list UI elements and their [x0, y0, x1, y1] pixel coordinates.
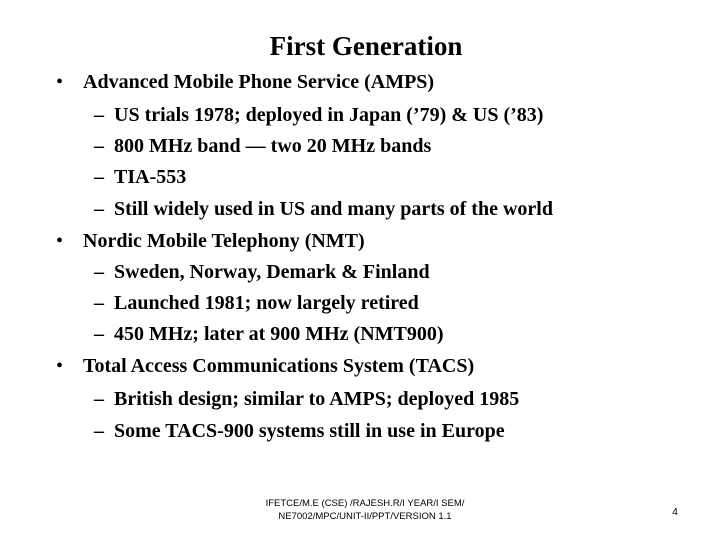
sub-text: British design; similar to AMPS; deployed 1985	[114, 388, 520, 410]
sub-marker: –	[94, 261, 104, 283]
sub-marker: –	[94, 198, 104, 220]
sub-text: Still widely used in US and many parts of the world	[114, 198, 553, 220]
sub-marker: –	[94, 420, 104, 442]
sub-text: Launched 1981; now largely retired	[114, 292, 419, 314]
bullet-text: Nordic Mobile Telephony (NMT)	[83, 230, 365, 252]
sub-text: Some TACS-900 systems still in use in Europe	[114, 420, 505, 442]
sub-text: TIA-553	[114, 166, 187, 188]
bullet-marker: •	[56, 355, 64, 377]
bullet-marker: •	[56, 71, 64, 93]
bullet-text: Advanced Mobile Phone Service (AMPS)	[83, 71, 435, 93]
bullet-text: Total Access Communications System (TACS)	[83, 355, 475, 377]
slide-title: First Generation	[269, 31, 463, 61]
bullet-marker: •	[56, 230, 64, 252]
page-number: 4	[672, 507, 678, 518]
sub-text: 450 MHz; later at 900 MHz (NMT900)	[114, 323, 444, 345]
sub-text: 800 MHz band — two 20 MHz bands	[114, 135, 432, 157]
sub-marker: –	[94, 388, 104, 410]
footer-line-2: NE7002/MPC/UNIT-II/PPT/VERSION 1.1	[278, 511, 452, 522]
sub-marker: –	[94, 166, 104, 188]
sub-marker: –	[94, 323, 104, 345]
sub-text: Sweden, Norway, Demark & Finland	[114, 261, 430, 283]
sub-marker: –	[94, 292, 104, 314]
slide-footer	[200, 497, 530, 523]
sub-marker: –	[94, 104, 104, 126]
footer-line-1: IFETCE/M.E (CSE) /RAJESH.R/I YEAR/I SEM/	[265, 498, 465, 509]
sub-marker: –	[94, 135, 104, 157]
sub-text: US trials 1978; deployed in Japan (’79) & US (’83)	[114, 104, 544, 126]
